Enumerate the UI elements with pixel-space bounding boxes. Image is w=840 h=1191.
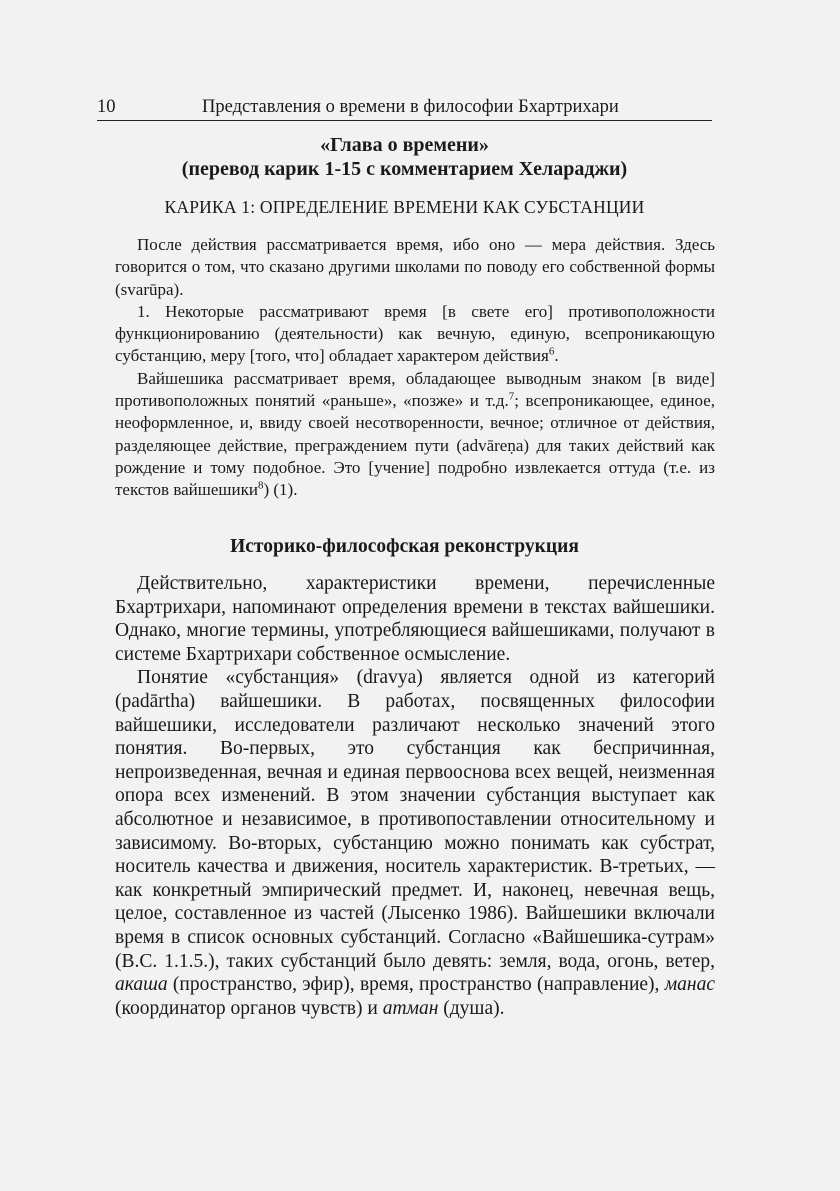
italic-term: акаша	[115, 974, 168, 996]
italic-term: манас	[664, 974, 715, 996]
text-run: (пространство, эфир), время, пространство (направление),	[167, 974, 665, 996]
karika-heading: КАРИКА 1: ОПРЕДЕЛЕНИЕ ВРЕМЕНИ КАК СУБСТАНЦИИ	[164, 197, 645, 217]
text-run: .	[554, 346, 559, 366]
footnote-marker: 6	[548, 345, 555, 358]
running-header	[97, 96, 712, 121]
footnote-marker: 8	[257, 479, 264, 492]
text-run: (координатор органов чувств) и	[115, 997, 383, 1019]
translation-paragraph-2	[115, 301, 715, 368]
translation-block	[115, 234, 715, 502]
page-number: 10	[97, 97, 116, 117]
reconstruction-paragraph-1: Действительно, характеристики времени, перечисленные Бхартрихари, напоминают определения времени в текстах вайшешики. Однако, многие термины, употребляющиеся вайшешиками, получают в системе Бхартрихари собственное осмысление.	[115, 573, 715, 665]
reconstruction-paragraph-2	[115, 666, 715, 1020]
footnote-marker: 7	[508, 390, 515, 403]
italic-term: атман	[382, 997, 439, 1019]
text-run: 1. Некоторые рассматривают время [в свете его] противоположности функционированию (деятельности) как вечную, единую, всепроникающую субстанцию, меру [того, что] обладает характером действия	[115, 301, 715, 366]
reconstruction-block	[115, 572, 715, 1020]
text-run: Понятие «субстанция» (dravya) является одной из категорий (padārtha) вайшешики. В работах, посвященных философии вайшешики, исследователи различают несколько значений этого понятия. Во-первых, это субстанция как беспричинная, непроизведенная, вечная и единая первооснова всех вещей, неизменная опора всех изменений. В этом значении субстанция выступает как абсолютное и независимое, в противопоставлении относительному и зависимому. Во-вторых, субстанцию можно понимать как субстрат, носитель качества и движения, носитель характеристик. В-третьих, — как конкретный эмпирический предмет. И, наконец, невечная вещь, целое, составленное из частей (Лысенко 1986). Вайшешики включали время в список основных субстанций. Согласно «Вайшешика-сутрам» (В.С. 1.1.5.), таких субстанций было девять: земля, вода, огонь, ветер,	[115, 667, 715, 972]
chapter-title-line2: (перевод карик 1-15 с комментарием Хелараджи)	[181, 158, 628, 180]
section-title: Историко-философская реконструкция	[230, 536, 579, 557]
translation-paragraph-1: После действия рассматривается время, ибо оно — мера действия. Здесь говорится о том, что сказано другими школами по поводу его собственной формы (svarūpa).	[115, 235, 715, 299]
translation-paragraph-3	[115, 368, 715, 502]
text-run: (душа).	[438, 997, 505, 1019]
text-run: ; всепроникающее, единое, неоформленное, и, ввиду своей несотворенности, вечное; отличное от действия, разделяющее действие, преграждением пути (advāreṇa) для таких действий как рождение и тому подобное. Это [учение] подробно извлекается оттуда (т.е. из текстов вайшешики	[115, 391, 715, 500]
chapter-title	[97, 133, 712, 181]
text-run: ) (1).	[263, 480, 298, 500]
text-run: Вайшешика рассматривает время, обладающее выводным знаком [в виде] противоположных понятий «раньше», «позже» и т.д.	[115, 368, 715, 411]
running-title: Представления о времени в философии Бхартрихари	[202, 97, 619, 117]
chapter-title-line1: «Глава о времени»	[320, 134, 489, 156]
